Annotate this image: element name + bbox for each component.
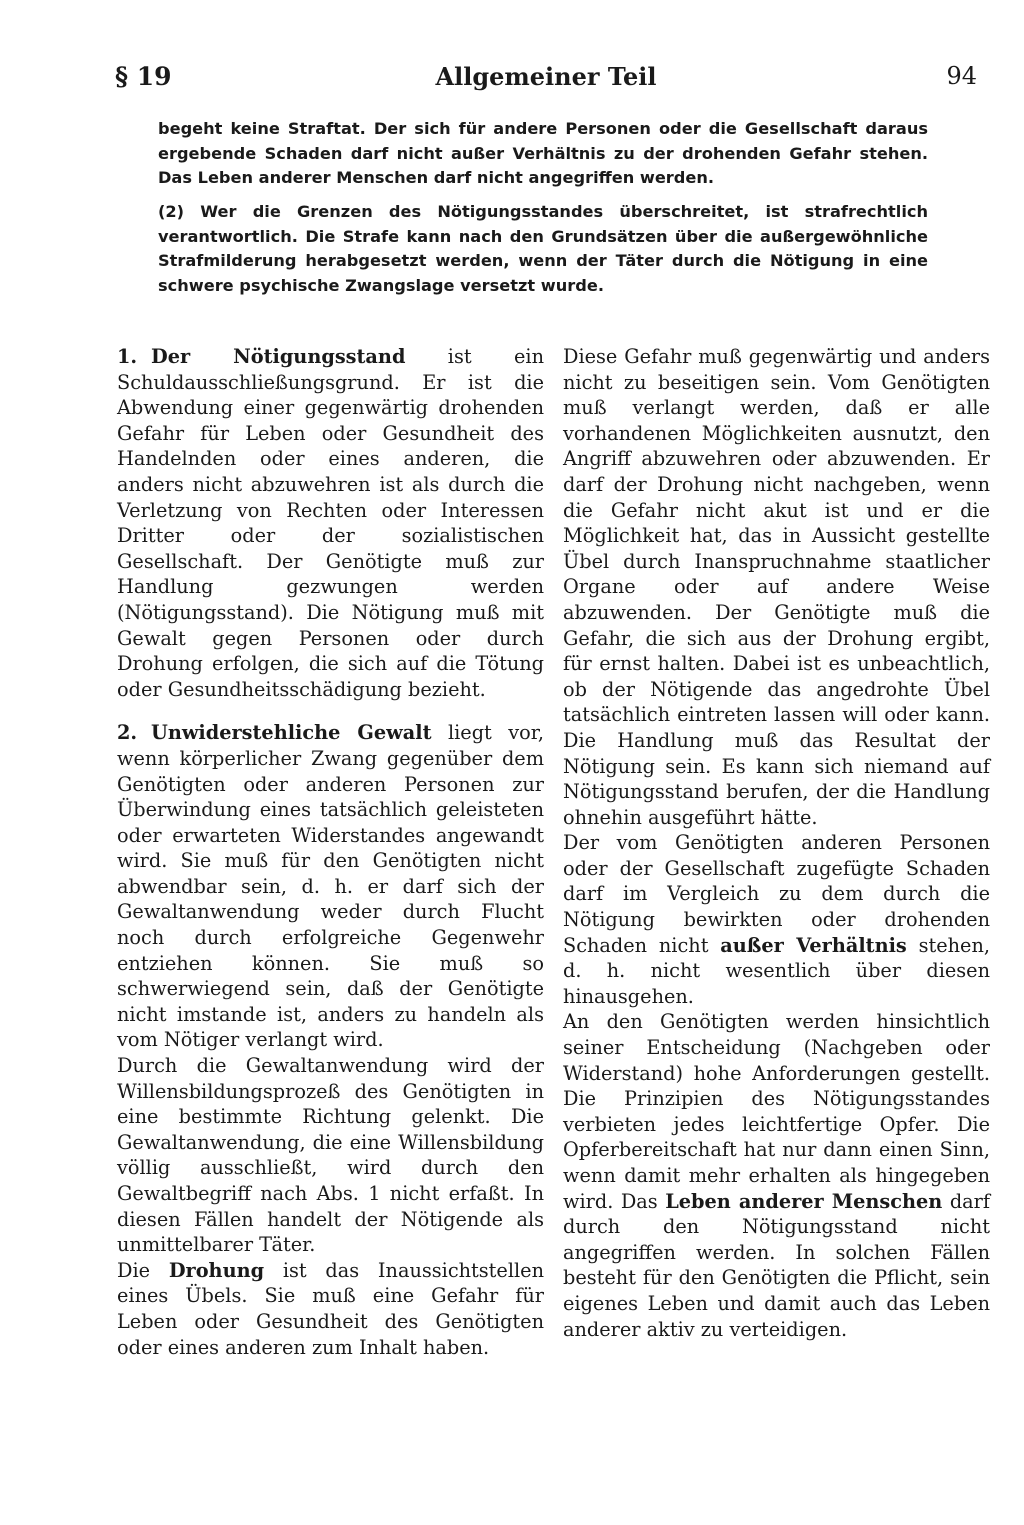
text-run: An den Genötigten werden hinsichtlich seiner Entscheidung (Nachgeben oder Widerstand) hohe Anforderungen gestellt. Die Prinzipien des Nötigungsstandes verbieten jedes leichtfertige Opfer. Die Opferbereitschaft hat nur dann einen Sinn, wenn damit mehr erhalten als hingegeben wird. Das: [563, 1010, 990, 1213]
section-number: § 19: [115, 62, 172, 91]
law-text-paragraph-2: (2) Wer die Grenzen des Nötigungsstandes überschreitet, ist strafrechtlich verantwortlich. Die Strafe kann nach den Grundsätzen über die außergewöhnliche Strafmilderung herabgesetzt werden, wenn der Täter durch die Nötigung in eine schwere psychische Zwangslage versetzt wurde.: [158, 202, 928, 295]
running-title: Allgemeiner Teil: [435, 62, 657, 91]
commentary-note-1: [117, 344, 544, 702]
note-number: 2.: [117, 721, 138, 745]
commentary-paragraph: [563, 830, 990, 1009]
note-keyword: Unwiderstehliche Gewalt: [151, 721, 432, 745]
note-text: liegt vor, wenn körperlicher Zwang gegenüber dem Genötigten oder anderen Personen zur Überwindung eines tatsächlich geleisteten oder erwarteten Widerstandes angewandt wird. Sie muß für den Genötigten nicht abwendbar sein, d. h. er darf sich der Gewaltanwendung weder durch Flucht noch durch erfolgreiche Gegenwehr entziehen können. Sie muß so schwerwiegend sein, daß der Genötigte nicht imstande ist, anders zu handeln als vom Nötiger verlangt wird.: [117, 721, 544, 1052]
text-run: Die: [117, 1258, 169, 1282]
text-run: darf durch den Nötigungsstand nicht angegriffen werden. In solchen Fällen besteht für den Genötigten die Pflicht, sein eigenes Leben und damit auch das Leben anderer aktiv zu verteidigen.: [563, 1189, 991, 1341]
page-number: 94: [946, 62, 977, 90]
commentary-note-2: [117, 720, 544, 1053]
text-run: Der vom Genötigten anderen Personen oder der Gesellschaft zugefügte Schaden darf im Vergleich zu dem durch die Nötigung bewirkten oder drohenden Schaden nicht: [563, 831, 990, 957]
text-run: stehen, d. h. nicht wesentlich über diesen hinausgehen.: [563, 933, 991, 1008]
page-header: [115, 62, 977, 102]
commentary-paragraph: Diese Gefahr muß gegenwärtig und anders nicht zu beseitigen sein. Vom Genötigten muß verlangt werden, daß er alle vorhandenen Möglichkeiten ausnutzt, den Angriff abzuwehren oder abzuwenden. Er darf der Drohung nicht nachgeben, wenn die Gefahr nicht akut ist und er die Möglichkeit hat, das in Aussicht gestellte Übel durch Inanspruchnahme staatlicher Organe oder auf andere Weise abzuwenden. Der Genötigte muß die Gefahr, die sich aus der Drohung ergibt, für ernst halten. Dabei ist es unbeachtlich, ob der Nötigende das angedrohte Übel tatsächlich eintreten lassen will oder kann. Die Handlung muß das Resultat der Nötigung sein. Es kann sich niemand auf Nötigungsstand berufen, der die Handlung ohnehin ausgeführt hätte.: [563, 345, 990, 829]
commentary-paragraph: [563, 1009, 990, 1342]
text-run: ist das Inaussichtstellen eines Übels. Sie muß eine Gefahr für Leben oder Gesundheit des Genötigten oder eines anderen zum Inhalt haben.: [117, 1258, 545, 1359]
commentary-paragraph: Durch die Gewaltanwendung wird der Willensbildungsprozeß des Genötigten in eine bestimmte Richtung gelenkt. Die Gewaltanwendung, die eine Willensbildung völlig ausschließt, wird durch den Gewaltbegriff nach Abs. 1 nicht erfaßt. In diesen Fällen handelt der Nötigende als unmittelbarer Täter.: [117, 1054, 544, 1257]
note-number: 1.: [117, 345, 138, 368]
note-text: ist ein Schuldausschließungsgrund. Er ist die Abwendung einer gegenwärtig drohenden Gefahr für Leben oder Gesundheit des Handelnden oder eines anderen, die anders nicht abzuwehren ist als durch die Verletzung von Rechten oder Interessen Dritter oder der sozialistischen Gesellschaft. Der Genötigte muß zur Handlung gezwungen werden (Nötigungsstand). Die Nötigung muß mit Gewalt gegen Personen oder durch Drohung erfolgen, die sich auf die Tötung oder Gesundheitsschädigung bezieht.: [117, 345, 544, 701]
commentary-right-column: [563, 344, 990, 1342]
commentary-paragraph: [117, 1258, 544, 1360]
commentary-left-column: [117, 344, 544, 1360]
law-text-continuation: begeht keine Straftat. Der sich für andere Personen oder die Gesellschaft daraus ergebende Schaden darf nicht außer Verhältnis zu der drohenden Gefahr stehen. Das Leben anderer Menschen darf nicht angegriffen werden.: [158, 119, 928, 187]
note-keyword: außer Verhältnis: [720, 933, 907, 957]
note-keyword: Der Nötigungsstand: [151, 345, 406, 368]
note-keyword: Leben anderer Menschen: [665, 1189, 943, 1213]
note-keyword: Drohung: [168, 1258, 265, 1282]
